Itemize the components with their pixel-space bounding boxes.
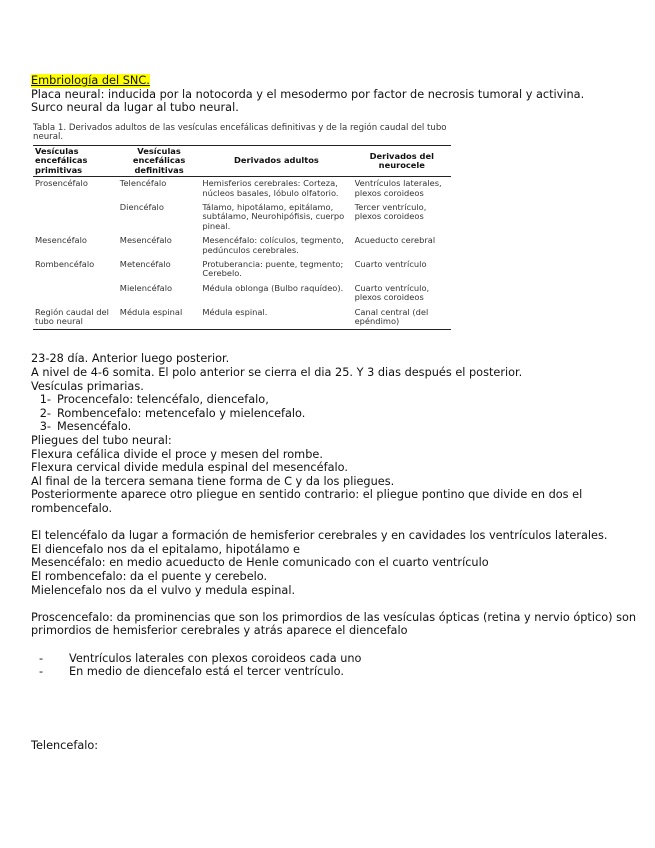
- table-header-cell: Vesículas encefálicas primitivas: [33, 145, 118, 176]
- document-page: [31, 74, 637, 752]
- table-cell: Región caudal del tubo neural: [35, 306, 109, 327]
- table-cell: [33, 201, 118, 234]
- list-number: 2-: [39, 406, 51, 420]
- table-header-row: [33, 145, 451, 176]
- table-row: [33, 234, 451, 258]
- table-cell: Protuberancia: puente, tegmento; Cerebelo.: [202, 259, 344, 279]
- table-cell: Metencéfalo: [119, 259, 171, 270]
- table-cell: Médula espinal: [119, 306, 183, 317]
- table-cell: Mesencéfalo: colículos, tegmento, pedúnculos cerebrales.: [202, 235, 344, 255]
- table-caption: Tabla 1. Derivados adultos de las vesículas encefálicas definitivas y de la región caudal del tubo neural.: [33, 122, 447, 143]
- table-cell: Hemisferios cerebrales: Corteza, núcleos basales, lóbulo olfatorio.: [202, 178, 339, 198]
- blank-line: [31, 516, 631, 530]
- table-cell: Diencéfalo: [119, 202, 164, 212]
- table-cell: Médula oblonga (Bulbo raquídeo).: [202, 282, 344, 293]
- table-cell: Mesencéfalo: [119, 235, 172, 246]
- list-item-text: Procencefalo: telencéfalo, diencefalo,: [57, 393, 269, 407]
- body-line: El telencéfalo da lugar a formación de hemisferior cerebrales y en cavidades los ventrículos laterales.: [31, 529, 608, 543]
- body-line: Mesencéfalo: en medio acueducto de Henle comunicado con el cuarto ventrículo: [31, 556, 489, 570]
- table-cell: Acueducto cerebral: [354, 235, 436, 246]
- list-item-text: En medio de diencefalo está el tercer ventrículo.: [69, 665, 344, 679]
- table-row: [33, 306, 451, 330]
- bullet-dash: -: [38, 651, 44, 665]
- table-cell: Ventrículos laterales, plexos coroideos: [354, 178, 442, 198]
- table-cell: Prosencéfalo: [35, 178, 88, 189]
- list-item: [31, 420, 631, 434]
- intro-line: Placa neural: inducida por la notocorda y el mesodermo por factor de necrosis tumoral y activina.: [31, 87, 585, 101]
- table-row: [33, 201, 451, 234]
- blank-line: [31, 597, 631, 611]
- table-header-cell: Derivados del neurocele: [353, 145, 451, 176]
- primary-vesicles-list: [31, 393, 631, 434]
- body-line: El diencefalo nos da el epitalamo, hipotálamo e: [31, 542, 300, 556]
- bullet-dash: -: [38, 665, 44, 679]
- body-line: Vesículas primarias.: [31, 379, 144, 393]
- table-header-cell: Vesículas encefálicas definitivas: [118, 145, 201, 176]
- body-line: Flexura cervical divide medula espinal del mesencéfalo.: [31, 461, 348, 475]
- blank-space: [31, 679, 631, 739]
- body-line: primordios de hemisferior cerebrales y atrás aparece el diencefalo: [31, 624, 408, 638]
- table-cell: [33, 282, 118, 306]
- body-line: Al final de la tercera semana tiene forma de C y da los pliegues.: [31, 474, 395, 488]
- table-row: [33, 282, 451, 306]
- table-cell: Cuarto ventrículo, plexos coroideos: [354, 282, 430, 303]
- table-row: [33, 258, 451, 282]
- body-line: Posteriormente aparece otro pliegue en sentido contrario: el pliegue pontino que divide en dos el: [31, 488, 583, 502]
- document-title: Embriología del SNC.: [31, 74, 150, 87]
- blank-line: [31, 638, 631, 652]
- table-cell: Telencéfalo: [119, 178, 167, 189]
- body-line: Flexura cefálica divide el proce y mesen del rombe.: [31, 447, 323, 461]
- body-line: Pliegues del tubo neural:: [31, 434, 172, 448]
- table-cell: Rombencéfalo: [35, 259, 95, 270]
- list-item: [31, 393, 631, 407]
- table-cell: Médula espinal.: [202, 306, 268, 317]
- body-line: rombencefalo.: [31, 502, 113, 515]
- list-item-text: Mesencéfalo.: [57, 420, 132, 434]
- list-number: 3-: [39, 420, 51, 434]
- table-cell: Cuarto ventrículo: [354, 259, 427, 270]
- list-number: 1-: [39, 393, 51, 407]
- table-cell: Tercer ventrículo, plexos coroideos: [354, 202, 427, 222]
- body-line: A nivel de 4-6 somita. El polo anterior se cierra el dia 25. Y 3 dias después el posterior.: [31, 366, 523, 380]
- table-cell: Mesencéfalo: [35, 235, 88, 246]
- bullet-list: [31, 652, 631, 679]
- heading-line: [31, 74, 631, 88]
- list-item: [31, 407, 631, 421]
- derivatives-table-block: [33, 124, 451, 331]
- table-header-cell: Derivados adultos: [200, 145, 352, 176]
- table-row: [33, 177, 451, 201]
- closing-line: Telencefalo:: [31, 738, 99, 752]
- body-line: Proscencefalo: da prominencias que son los primordios de las vesículas ópticas (retina y nervio óptico) son: [31, 610, 637, 624]
- intro-line: Surco neural da lugar al tubo neural.: [31, 101, 239, 115]
- list-item-text: Rombencefalo: metencefalo y mielencefalo.: [57, 406, 306, 420]
- table-cell: Canal central (del epéndimo): [354, 306, 429, 327]
- body-line: El rombencefalo: da el puente y cerebelo.: [31, 569, 268, 583]
- derivatives-table: [33, 145, 451, 331]
- list-item-text: Ventrículos laterales con plexos coroideos cada uno: [69, 651, 362, 665]
- body-line: Mielencefalo nos da el vulvo y medula espinal.: [31, 583, 296, 597]
- list-item: [31, 665, 631, 679]
- table-cell: Mielencéfalo: [119, 282, 173, 293]
- body-line: 23-28 día. Anterior luego posterior.: [31, 352, 230, 366]
- list-item: [31, 652, 631, 666]
- table-cell: Tálamo, hipotálamo, epitálamo, subtálamo, Neurohipófisis, cuerpo pineal.: [202, 202, 345, 231]
